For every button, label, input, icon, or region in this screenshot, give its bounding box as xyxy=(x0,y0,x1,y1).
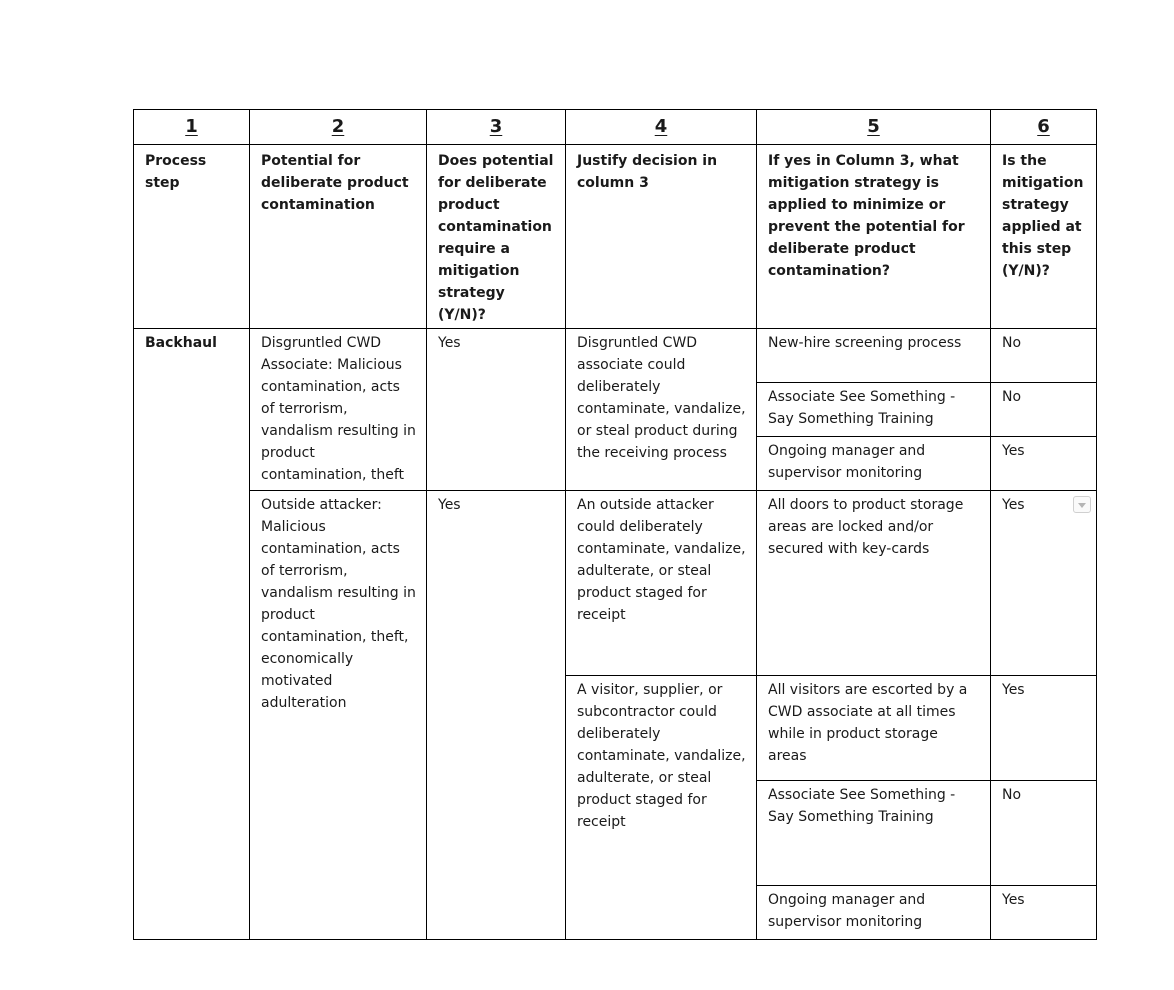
requires-mitigation-cell: Yes xyxy=(427,329,566,491)
strategy-cell: All doors to product storage areas are locked and/or secured with key-cards xyxy=(757,491,991,676)
applied-cell: Yes xyxy=(991,676,1097,781)
column-number-4: 4 xyxy=(566,110,757,145)
header-potential-contamination: Potential for deliberate product contamination xyxy=(250,145,427,329)
table-row xyxy=(134,491,1097,676)
process-step-cell: Backhaul xyxy=(134,329,250,940)
table-row xyxy=(134,329,1097,383)
strategy-cell: Ongoing manager and supervisor monitoring xyxy=(757,886,991,940)
applied-cell xyxy=(991,491,1097,676)
header-process-step: Process step xyxy=(134,145,250,329)
chevron-down-icon[interactable] xyxy=(1073,496,1091,513)
mitigation-strategy-table xyxy=(133,109,1097,940)
strategy-cell: Ongoing manager and supervisor monitoring xyxy=(757,437,991,491)
applied-cell: No xyxy=(991,383,1097,437)
column-number-3: 3 xyxy=(427,110,566,145)
header-requires-mitigation: Does potential for deliberate product contamination require a mitigation strategy (Y/N)? xyxy=(427,145,566,329)
justification-cell: Disgruntled CWD associate could deliberately contaminate, vandalize, or steal product during the receiving process xyxy=(566,329,757,491)
strategy-cell: Associate See Something - Say Something Training xyxy=(757,781,991,886)
column-number-row xyxy=(134,110,1097,145)
justification-cell: An outside attacker could deliberately contaminate, vandalize, adulterate, or steal product staged for receipt xyxy=(566,491,757,676)
potential-cell: Outside attacker: Malicious contamination, acts of terrorism, vandalism resulting in product contamination, theft, economically motivated adulteration xyxy=(250,491,427,940)
column-number-6: 6 xyxy=(991,110,1097,145)
header-row xyxy=(134,145,1097,329)
strategy-cell: Associate See Something - Say Something Training xyxy=(757,383,991,437)
header-strategy-applied: Is the mitigation strategy applied at this step (Y/N)? xyxy=(991,145,1097,329)
strategy-cell: All visitors are escorted by a CWD associate at all times while in product storage areas xyxy=(757,676,991,781)
requires-mitigation-cell: Yes xyxy=(427,491,566,940)
applied-cell: No xyxy=(991,781,1097,886)
applied-cell: No xyxy=(991,329,1097,383)
applied-cell: Yes xyxy=(991,886,1097,940)
column-number-2: 2 xyxy=(250,110,427,145)
applied-value: Yes xyxy=(1002,497,1025,513)
strategy-cell: New-hire screening process xyxy=(757,329,991,383)
header-mitigation-strategy: If yes in Column 3, what mitigation strategy is applied to minimize or prevent the potential for deliberate product contamination? xyxy=(757,145,991,329)
applied-cell: Yes xyxy=(991,437,1097,491)
header-justification: Justify decision in column 3 xyxy=(566,145,757,329)
justification-cell: A visitor, supplier, or subcontractor could deliberately contaminate, vandalize, adulterate, or steal product staged for receipt xyxy=(566,676,757,940)
potential-cell: Disgruntled CWD Associate: Malicious contamination, acts of terrorism, vandalism resulting in product contamination, theft xyxy=(250,329,427,491)
column-number-5: 5 xyxy=(757,110,991,145)
column-number-1: 1 xyxy=(134,110,250,145)
